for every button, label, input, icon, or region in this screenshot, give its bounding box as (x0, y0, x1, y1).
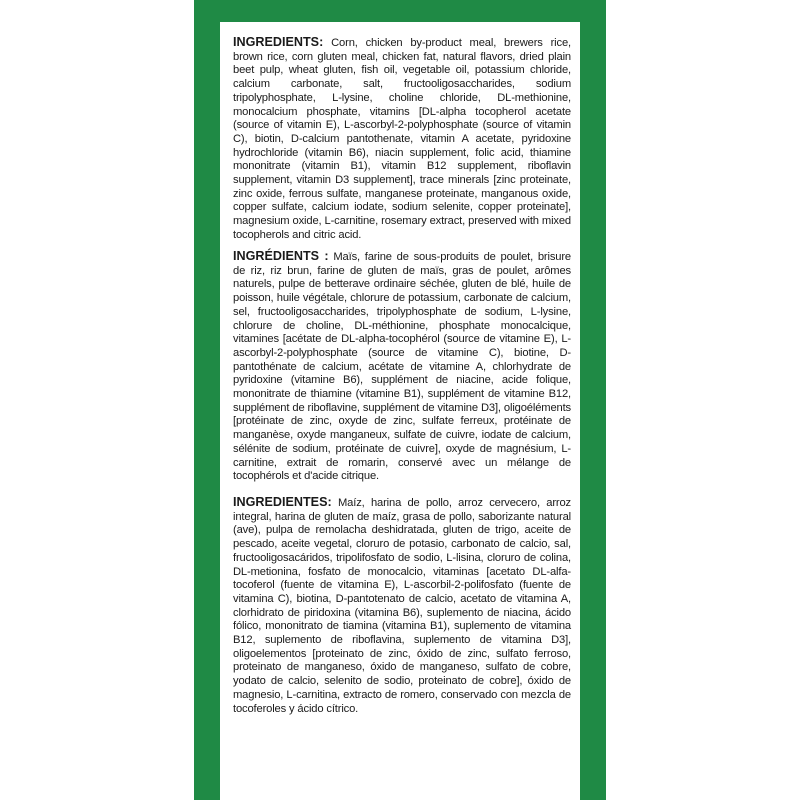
ingredients-french-heading: INGRÉDIENTS : (233, 249, 329, 263)
ingredients-english-heading: INGREDIENTS: (233, 35, 324, 49)
ingredients-english (233, 36, 571, 243)
ingredients-french-text: Maïs, farine de sous-produits de poulet, brisure de riz, riz brun, farine de gluten de maïs, gras de poulet, arômes naturels, pulpe de betterave ordinaire séchée, gluten de blé, huile de poisson, huile végétale, chlorure de potassium, carbonate de calcium, sel, fructooligosaccharides, tripolyphosphate de sodium, L-lysine, chlorure de choline, DL-méthionine, phosphate monocalcique, vitamines [acétate de DL-alpha-tocophérol (source de vitamine E), L-ascorbyl-2-polyphosphate (source de vitamine C), biotine, D-pantothénate de calcium, acétate de vitamine A, chlorhydrate de pyridoxine (vitamine B6), supplément de niacine, acide folique, mononitrate de thiamine (vitamine B1), supplément de vitamine B12, supplément de riboflavine, supplément de vitamine D3], oligoéléments [protéinate de zinc, oxyde de zinc, sulfate ferreux, protéinate de manganèse, oxyde manganeux, sulfate de cuivre, iodate de calcium, sélénite de sodium, protéinate de cuivre], oxyde de magnésium, L-carnitine, extrait de romarin, conservé avec un mélange de tocophérols et d'acide citrique. (233, 251, 571, 483)
ingredients-english-text: Corn, chicken by-product meal, brewers rice, brown rice, corn gluten meal, chicken fat, natural flavors, dried plain beet pulp, wheat gluten, fish oil, vegetable oil, potassium chloride, calcium carbonate, salt, fructooligosaccharides, sodium tripolyphosphate, L-lysine, choline chloride, DL-methionine, monocalcium phosphate, vitamins [DL-alpha tocopherol acetate (source of vitamin E), L-ascorbyl-2-polyphosphate (source of vitamin C), biotin, D-calcium pantothenate, vitamin A acetate, pyridoxine hydrochloride (vitamin B6), niacin supplement, folic acid, thiamine mononitrate (vitamin B1), vitamin B12 supplement, riboflavin supplement, vitamin D3 supplement], trace minerals [zinc proteinate, zinc oxide, ferrous sulfate, manganese proteinate, manganous oxide, copper sulfate, calcium iodate, sodium selenite, copper proteinate], magnesium oxide, L-carnitine, rosemary extract, preserved with mixed tocopherols and citric acid. (233, 37, 571, 241)
ingredients-spanish (233, 496, 571, 716)
ingredients-spanish-heading: INGREDIENTES: (233, 495, 332, 509)
ingredients-label (220, 22, 580, 800)
ingredients-spanish-text: Maíz, harina de pollo, arroz cervecero, arroz integral, harina de gluten de maíz, grasa de pollo, saborizante natural (ave), pulpa de remolacha deshidratada, gluten de trigo, aceite de pescado, aceite vegetal, cloruro de potasio, carbonato de calcio, sal, fructooligosacáridos, tripolifosfato de sodio, L-lisina, cloruro de colina, DL-metionina, fosfato de monocalcio, vitaminas [acetato DL-alfa-tocoferol (fuente de vitamina E), L-ascorbil-2-polifosfato (fuente de vitamina C), biotina, D-pantotenato de calcio, acetato de vitamina A, clorhidrato de piridoxina (vitamina B6), suplemento de niacina, ácido fólico, mononitrato de tiamina (vitamina B1), suplemento de vitamina B12, suplemento de riboflavina, suplemento de vitamina D3], oligoelementos [proteinato de zinc, óxido de zinc, sulfato ferroso, proteinato de manganeso, óxido de manganeso, sulfato de cobre, yodato de calcio, selenito de sodio, proteinato de cobre], óxido de magnesio, L-carnitina, extracto de romero, conservado con mezcla de tocoferoles y ácido cítrico. (233, 497, 571, 715)
ingredients-french (233, 250, 571, 484)
